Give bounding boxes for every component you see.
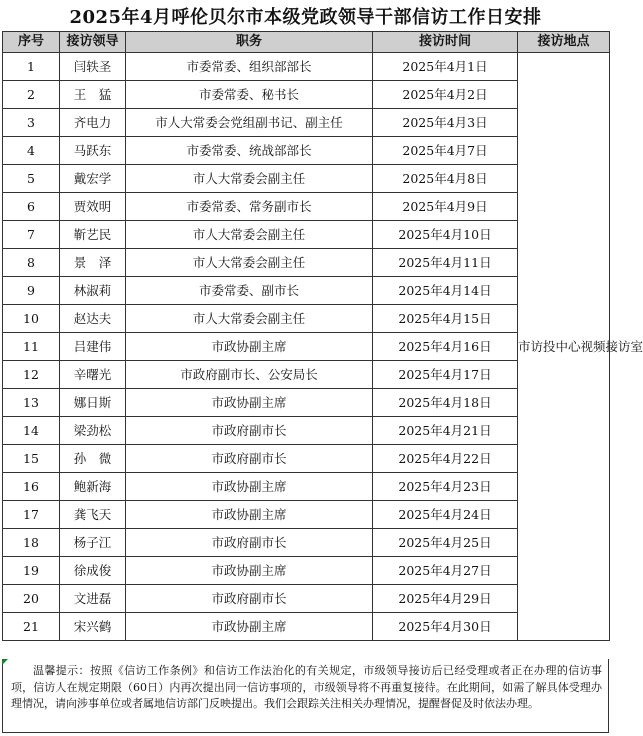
cell-seq: 12 — [3, 361, 60, 389]
cell-seq: 8 — [3, 249, 60, 277]
cell-seq: 1 — [3, 53, 60, 81]
cell-seq: 9 — [3, 277, 60, 305]
cell-time: 2025年4月3日 — [373, 109, 518, 137]
table-header-row — [3, 32, 610, 53]
cell-time: 2025年4月11日 — [373, 249, 518, 277]
cell-place: 市访投中心视频接访室 — [518, 53, 610, 641]
cell-time: 2025年4月9日 — [373, 193, 518, 221]
cell-leader: 戴宏学 — [60, 165, 126, 193]
cell-leader: 鲍新海 — [60, 473, 126, 501]
cell-leader: 龚飞天 — [60, 501, 126, 529]
cell-leader: 王 猛 — [60, 81, 126, 109]
cell-leader: 徐成俊 — [60, 557, 126, 585]
cell-seq: 2 — [3, 81, 60, 109]
cell-seq: 21 — [3, 613, 60, 641]
cell-leader: 贾效明 — [60, 193, 126, 221]
cell-time: 2025年4月27日 — [373, 557, 518, 585]
header-position: 职务 — [126, 32, 373, 53]
notice-text: 温馨提示：按照《信访工作条例》和信访工作法治化的有关规定，市级领导接访后已经受理或者正在办理的信访事项，信访人在规定期限（60日）内再次提出同一信访事项的，市级领导将不再重复接待。在此期间，如需了解具体受理办理情况，请向涉事单位或者属地信访部门反映提出。我们会跟踪关注相关办理情况，提醒督促及时依法办理。 — [2, 659, 609, 733]
cell-position: 市政府副市长 — [126, 585, 373, 613]
cell-time: 2025年4月10日 — [373, 221, 518, 249]
cell-seq: 6 — [3, 193, 60, 221]
header-place: 接访地点 — [518, 32, 610, 53]
cell-leader: 宋兴鹤 — [60, 613, 126, 641]
cell-seq: 17 — [3, 501, 60, 529]
cell-position: 市政府副市长 — [126, 445, 373, 473]
page-title: 2025年4月呼伦贝尔市本级党政领导干部信访工作日安排 — [69, 6, 542, 28]
cell-position: 市委常委、秘书长 — [126, 81, 373, 109]
cell-leader: 辛曙光 — [60, 361, 126, 389]
cell-leader: 靳艺民 — [60, 221, 126, 249]
cell-position: 市委常委、常务副市长 — [126, 193, 373, 221]
cell-time: 2025年4月21日 — [373, 417, 518, 445]
cell-time: 2025年4月30日 — [373, 613, 518, 641]
cell-position: 市政府副市长 — [126, 417, 373, 445]
cell-seq: 16 — [3, 473, 60, 501]
cell-leader: 闫轶圣 — [60, 53, 126, 81]
cell-position: 市人大常委会党组副书记、副主任 — [126, 109, 373, 137]
cell-time: 2025年4月18日 — [373, 389, 518, 417]
cell-time: 2025年4月17日 — [373, 361, 518, 389]
cell-seq: 14 — [3, 417, 60, 445]
cell-seq: 3 — [3, 109, 60, 137]
cell-position: 市人大常委会副主任 — [126, 221, 373, 249]
cell-seq: 11 — [3, 333, 60, 361]
cell-leader: 梁劲松 — [60, 417, 126, 445]
cell-position: 市人大常委会副主任 — [126, 165, 373, 193]
header-leader: 接访领导 — [60, 32, 126, 53]
cell-seq: 18 — [3, 529, 60, 557]
cell-leader: 赵达夫 — [60, 305, 126, 333]
cell-seq: 15 — [3, 445, 60, 473]
cell-position: 市政协副主席 — [126, 557, 373, 585]
cell-leader: 吕建伟 — [60, 333, 126, 361]
cell-position: 市人大常委会副主任 — [126, 249, 373, 277]
cell-seq: 5 — [3, 165, 60, 193]
cell-seq: 7 — [3, 221, 60, 249]
cell-time: 2025年4月16日 — [373, 333, 518, 361]
cell-position: 市政协副主席 — [126, 473, 373, 501]
cell-time: 2025年4月8日 — [373, 165, 518, 193]
cell-seq: 13 — [3, 389, 60, 417]
cell-leader: 林淑莉 — [60, 277, 126, 305]
header-seq: 序号 — [3, 32, 60, 53]
schedule-table — [2, 31, 643, 641]
cell-leader: 景 泽 — [60, 249, 126, 277]
cell-time: 2025年4月29日 — [373, 585, 518, 613]
header-time: 接访时间 — [373, 32, 518, 53]
cell-position: 市人大常委会副主任 — [126, 305, 373, 333]
cell-position: 市政协副主席 — [126, 501, 373, 529]
cell-position: 市政府副市长 — [126, 529, 373, 557]
cell-time: 2025年4月23日 — [373, 473, 518, 501]
cell-time: 2025年4月15日 — [373, 305, 518, 333]
cell-leader: 齐电力 — [60, 109, 126, 137]
cell-position: 市委常委、副市长 — [126, 277, 373, 305]
cell-corner-mark — [2, 659, 8, 665]
cell-time: 2025年4月22日 — [373, 445, 518, 473]
cell-time: 2025年4月1日 — [373, 53, 518, 81]
cell-position: 市政府副市长、公安局长 — [126, 361, 373, 389]
cell-leader: 杨子江 — [60, 529, 126, 557]
cell-time: 2025年4月2日 — [373, 81, 518, 109]
cell-seq: 10 — [3, 305, 60, 333]
cell-seq: 20 — [3, 585, 60, 613]
cell-position: 市政协副主席 — [126, 389, 373, 417]
cell-time: 2025年4月7日 — [373, 137, 518, 165]
cell-position: 市委常委、统战部部长 — [126, 137, 373, 165]
cell-seq: 19 — [3, 557, 60, 585]
cell-seq: 4 — [3, 137, 60, 165]
cell-position: 市政协副主席 — [126, 333, 373, 361]
cell-leader: 孙 微 — [60, 445, 126, 473]
cell-leader: 马跃东 — [60, 137, 126, 165]
cell-position: 市政协副主席 — [126, 613, 373, 641]
cell-time: 2025年4月24日 — [373, 501, 518, 529]
cell-leader: 文进磊 — [60, 585, 126, 613]
cell-leader: 娜日斯 — [60, 389, 126, 417]
cell-time: 2025年4月14日 — [373, 277, 518, 305]
table-row — [3, 53, 610, 81]
cell-time: 2025年4月25日 — [373, 529, 518, 557]
cell-position: 市委常委、组织部部长 — [126, 53, 373, 81]
